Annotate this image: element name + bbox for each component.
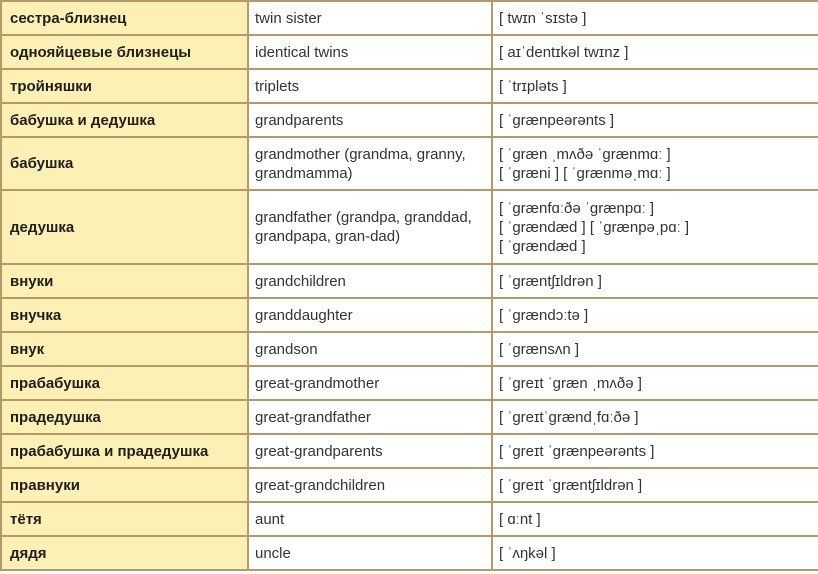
transcription: [ ˈgreɪt ˈgrænpeərənts ] <box>492 434 818 468</box>
transcription: [ twɪn ˈsɪstə ] <box>492 1 818 35</box>
table-row <box>1 468 818 502</box>
table-row <box>1 35 818 69</box>
table-row <box>1 400 818 434</box>
russian-word: внук <box>1 332 248 366</box>
transcription: [ ˈgrændɔːtə ] <box>492 298 818 332</box>
russian-word: бабушка и дедушка <box>1 103 248 137</box>
transcription: [ ˈʌŋkəl ] <box>492 536 818 570</box>
english-word: grandmother (grandma, granny, grandmamma) <box>248 137 492 190</box>
transcription: [ ˈgræn ˌmʌðə ˈgrænmɑː ] [ ˈgræni ] [ ˈgrænməˌmɑː ] <box>492 137 818 190</box>
russian-word: дедушка <box>1 190 248 264</box>
russian-word: правнуки <box>1 468 248 502</box>
english-word: granddaughter <box>248 298 492 332</box>
english-word: identical twins <box>248 35 492 69</box>
transcription: [ ˈgrænsʌn ] <box>492 332 818 366</box>
english-word: aunt <box>248 502 492 536</box>
transcription: [ aɪˈdentɪkəl twɪnz ] <box>492 35 818 69</box>
english-word: great-grandchildren <box>248 468 492 502</box>
english-word: grandfather (grandpa, granddad, grandpapa, gran-dad) <box>248 190 492 264</box>
table-row <box>1 536 818 570</box>
table-row <box>1 298 818 332</box>
english-word: uncle <box>248 536 492 570</box>
table-row <box>1 264 818 298</box>
russian-word: бабушка <box>1 137 248 190</box>
transcription: [ ɑːnt ] <box>492 502 818 536</box>
transcription: [ ˈgreɪtˈgrændˌfɑːðə ] <box>492 400 818 434</box>
russian-word: внучка <box>1 298 248 332</box>
russian-word: внуки <box>1 264 248 298</box>
transcription: [ ˈtrɪpləts ] <box>492 69 818 103</box>
vocabulary-table-body <box>1 1 818 570</box>
transcription: [ ˈgræntʃɪldrən ] <box>492 264 818 298</box>
transcription: [ ˈgrænfɑːðə ˈgrænpɑː ] [ ˈgrændæd ] [ ˈgrænpəˌpɑː ] [ ˈgrændæd ] <box>492 190 818 264</box>
transcription: [ ˈgreɪt ˈgræntʃɪldrən ] <box>492 468 818 502</box>
table-row <box>1 190 818 264</box>
table-row <box>1 69 818 103</box>
table-row <box>1 502 818 536</box>
table-row <box>1 1 818 35</box>
russian-word: дядя <box>1 536 248 570</box>
russian-word: сестра-близнец <box>1 1 248 35</box>
table-row <box>1 332 818 366</box>
table-row <box>1 103 818 137</box>
english-word: grandchildren <box>248 264 492 298</box>
russian-word: тройняшки <box>1 69 248 103</box>
russian-word: прабабушка <box>1 366 248 400</box>
english-word: triplets <box>248 69 492 103</box>
russian-word: прадедушка <box>1 400 248 434</box>
english-word: great-grandparents <box>248 434 492 468</box>
transcription: [ ˈgreɪt ˈgræn ˌmʌðə ] <box>492 366 818 400</box>
transcription: [ ˈgrænpeərənts ] <box>492 103 818 137</box>
russian-word: тётя <box>1 502 248 536</box>
table-row <box>1 137 818 190</box>
english-word: grandparents <box>248 103 492 137</box>
english-word: twin sister <box>248 1 492 35</box>
russian-word: однояйцевые близнецы <box>1 35 248 69</box>
english-word: great-grandmother <box>248 366 492 400</box>
english-word: grandson <box>248 332 492 366</box>
english-word: great-grandfather <box>248 400 492 434</box>
russian-word: прабабушка и прадедушка <box>1 434 248 468</box>
table-row <box>1 434 818 468</box>
table-row <box>1 366 818 400</box>
